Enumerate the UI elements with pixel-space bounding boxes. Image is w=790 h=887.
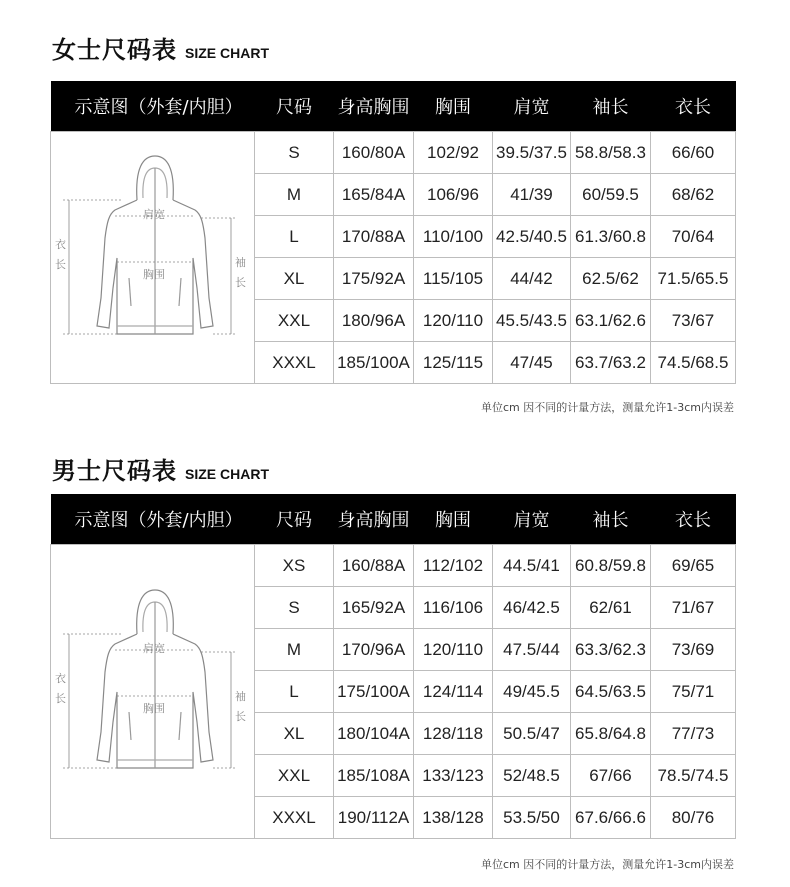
table-row bbox=[51, 132, 736, 174]
size-cell: XXL bbox=[255, 755, 334, 797]
sleeve-label-2: 长 bbox=[235, 709, 246, 723]
length-cell: 77/73 bbox=[651, 713, 736, 755]
height-chest-cell: 190/112A bbox=[334, 797, 414, 839]
sleeve-cell: 60/59.5 bbox=[571, 174, 651, 216]
length-cell: 66/60 bbox=[651, 132, 736, 174]
height-chest-cell: 175/100A bbox=[334, 671, 414, 713]
sleeve-cell: 62/61 bbox=[571, 587, 651, 629]
height-chest-cell: 180/104A bbox=[334, 713, 414, 755]
size-cell: M bbox=[255, 629, 334, 671]
chest-cell: 133/123 bbox=[414, 755, 493, 797]
shoulder-cell: 52/48.5 bbox=[493, 755, 571, 797]
chest-cell: 116/106 bbox=[414, 587, 493, 629]
header-shoulder: 肩宽 bbox=[493, 494, 571, 545]
chest-label: 胸围 bbox=[143, 267, 165, 281]
chest-cell: 138/128 bbox=[414, 797, 493, 839]
shoulder-cell: 44.5/41 bbox=[493, 545, 571, 587]
height-chest-cell: 185/108A bbox=[334, 755, 414, 797]
chest-cell: 110/100 bbox=[414, 216, 493, 258]
header-length: 衣长 bbox=[651, 494, 736, 545]
height-chest-cell: 165/84A bbox=[334, 174, 414, 216]
shoulder-cell: 53.5/50 bbox=[493, 797, 571, 839]
chest-cell: 106/96 bbox=[414, 174, 493, 216]
header-sleeve: 袖长 bbox=[571, 81, 651, 132]
header-height-chest: 身高胸围 bbox=[334, 494, 414, 545]
length-label-2: 长 bbox=[55, 691, 66, 705]
women-table-body bbox=[51, 132, 736, 384]
chest-cell: 125/115 bbox=[414, 342, 493, 384]
height-chest-cell: 180/96A bbox=[334, 300, 414, 342]
diagram-cell bbox=[51, 545, 255, 839]
length-cell: 71/67 bbox=[651, 587, 736, 629]
men-title-cn: 男士尺码表 bbox=[52, 457, 177, 485]
sleeve-cell: 67/66 bbox=[571, 755, 651, 797]
length-cell: 78.5/74.5 bbox=[651, 755, 736, 797]
length-cell: 69/65 bbox=[651, 545, 736, 587]
height-chest-cell: 165/92A bbox=[334, 587, 414, 629]
sleeve-cell: 62.5/62 bbox=[571, 258, 651, 300]
men-size-table bbox=[50, 494, 736, 839]
height-chest-cell: 175/92A bbox=[334, 258, 414, 300]
size-cell: XL bbox=[255, 713, 334, 755]
shoulder-label: 肩宽 bbox=[143, 641, 165, 655]
length-label-1: 衣 bbox=[55, 237, 66, 251]
sleeve-cell: 65.8/64.8 bbox=[571, 713, 651, 755]
chest-cell: 102/92 bbox=[414, 132, 493, 174]
sleeve-label-2: 长 bbox=[235, 275, 246, 289]
length-cell: 73/69 bbox=[651, 629, 736, 671]
women-title-en: SIZE CHART bbox=[185, 45, 269, 61]
shoulder-cell: 47/45 bbox=[493, 342, 571, 384]
size-cell: XXL bbox=[255, 300, 334, 342]
shoulder-cell: 47.5/44 bbox=[493, 629, 571, 671]
men-size-chart-title bbox=[52, 451, 269, 486]
sleeve-label-1: 袖 bbox=[235, 689, 246, 703]
header-diagram: 示意图（外套/内胆） bbox=[51, 494, 255, 545]
sleeve-cell: 64.5/63.5 bbox=[571, 671, 651, 713]
size-cell: XL bbox=[255, 258, 334, 300]
shoulder-cell: 44/42 bbox=[493, 258, 571, 300]
height-chest-cell: 170/96A bbox=[334, 629, 414, 671]
men-title-en: SIZE CHART bbox=[185, 466, 269, 482]
men-measurement-note: 单位cm 因不同的计量方法，测量允许1-3cm内误差 bbox=[481, 858, 734, 871]
header-height-chest: 身高胸围 bbox=[334, 81, 414, 132]
chest-cell: 115/105 bbox=[414, 258, 493, 300]
header-diagram: 示意图（外套/内胆） bbox=[51, 81, 255, 132]
table-row bbox=[51, 545, 736, 587]
women-size-table bbox=[50, 81, 736, 384]
sleeve-cell: 63.3/62.3 bbox=[571, 629, 651, 671]
size-cell: S bbox=[255, 132, 334, 174]
header-length: 衣长 bbox=[651, 81, 736, 132]
chest-cell: 124/114 bbox=[414, 671, 493, 713]
header-sleeve: 袖长 bbox=[571, 494, 651, 545]
length-cell: 75/71 bbox=[651, 671, 736, 713]
shoulder-cell: 41/39 bbox=[493, 174, 571, 216]
size-cell: XXXL bbox=[255, 342, 334, 384]
sleeve-cell: 58.8/58.3 bbox=[571, 132, 651, 174]
shoulder-label: 肩宽 bbox=[143, 207, 165, 221]
length-cell: 71.5/65.5 bbox=[651, 258, 736, 300]
header-shoulder: 肩宽 bbox=[493, 81, 571, 132]
height-chest-cell: 160/88A bbox=[334, 545, 414, 587]
length-cell: 73/67 bbox=[651, 300, 736, 342]
women-header-row bbox=[51, 81, 736, 132]
header-size: 尺码 bbox=[255, 81, 334, 132]
chest-label: 胸围 bbox=[143, 701, 165, 715]
length-cell: 70/64 bbox=[651, 216, 736, 258]
chest-cell: 120/110 bbox=[414, 629, 493, 671]
size-cell: S bbox=[255, 587, 334, 629]
chest-cell: 120/110 bbox=[414, 300, 493, 342]
shoulder-cell: 49/45.5 bbox=[493, 671, 571, 713]
height-chest-cell: 170/88A bbox=[334, 216, 414, 258]
diagram-cell bbox=[51, 132, 255, 384]
length-cell: 80/76 bbox=[651, 797, 736, 839]
men-header-row bbox=[51, 494, 736, 545]
shoulder-cell: 46/42.5 bbox=[493, 587, 571, 629]
length-label-2: 长 bbox=[55, 257, 66, 271]
height-chest-cell: 185/100A bbox=[334, 342, 414, 384]
length-label-1: 衣 bbox=[55, 671, 66, 685]
women-title-cn: 女士尺码表 bbox=[52, 36, 177, 64]
shoulder-cell: 42.5/40.5 bbox=[493, 216, 571, 258]
jacket-diagram bbox=[51, 138, 255, 378]
sleeve-cell: 63.1/62.6 bbox=[571, 300, 651, 342]
header-chest: 胸围 bbox=[414, 494, 493, 545]
sleeve-cell: 67.6/66.6 bbox=[571, 797, 651, 839]
sleeve-cell: 63.7/63.2 bbox=[571, 342, 651, 384]
shoulder-cell: 39.5/37.5 bbox=[493, 132, 571, 174]
height-chest-cell: 160/80A bbox=[334, 132, 414, 174]
women-size-chart-title bbox=[52, 30, 269, 65]
chest-cell: 112/102 bbox=[414, 545, 493, 587]
men-table-body bbox=[51, 545, 736, 839]
length-cell: 74.5/68.5 bbox=[651, 342, 736, 384]
header-chest: 胸围 bbox=[414, 81, 493, 132]
size-cell: XXXL bbox=[255, 797, 334, 839]
shoulder-cell: 50.5/47 bbox=[493, 713, 571, 755]
size-cell: M bbox=[255, 174, 334, 216]
sleeve-cell: 61.3/60.8 bbox=[571, 216, 651, 258]
size-cell: XS bbox=[255, 545, 334, 587]
jacket-diagram bbox=[51, 572, 255, 812]
chest-cell: 128/118 bbox=[414, 713, 493, 755]
size-cell: L bbox=[255, 671, 334, 713]
length-cell: 68/62 bbox=[651, 174, 736, 216]
size-cell: L bbox=[255, 216, 334, 258]
women-measurement-note: 单位cm 因不同的计量方法，测量允许1-3cm内误差 bbox=[481, 401, 734, 414]
shoulder-cell: 45.5/43.5 bbox=[493, 300, 571, 342]
sleeve-label-1: 袖 bbox=[235, 255, 246, 269]
header-size: 尺码 bbox=[255, 494, 334, 545]
sleeve-cell: 60.8/59.8 bbox=[571, 545, 651, 587]
